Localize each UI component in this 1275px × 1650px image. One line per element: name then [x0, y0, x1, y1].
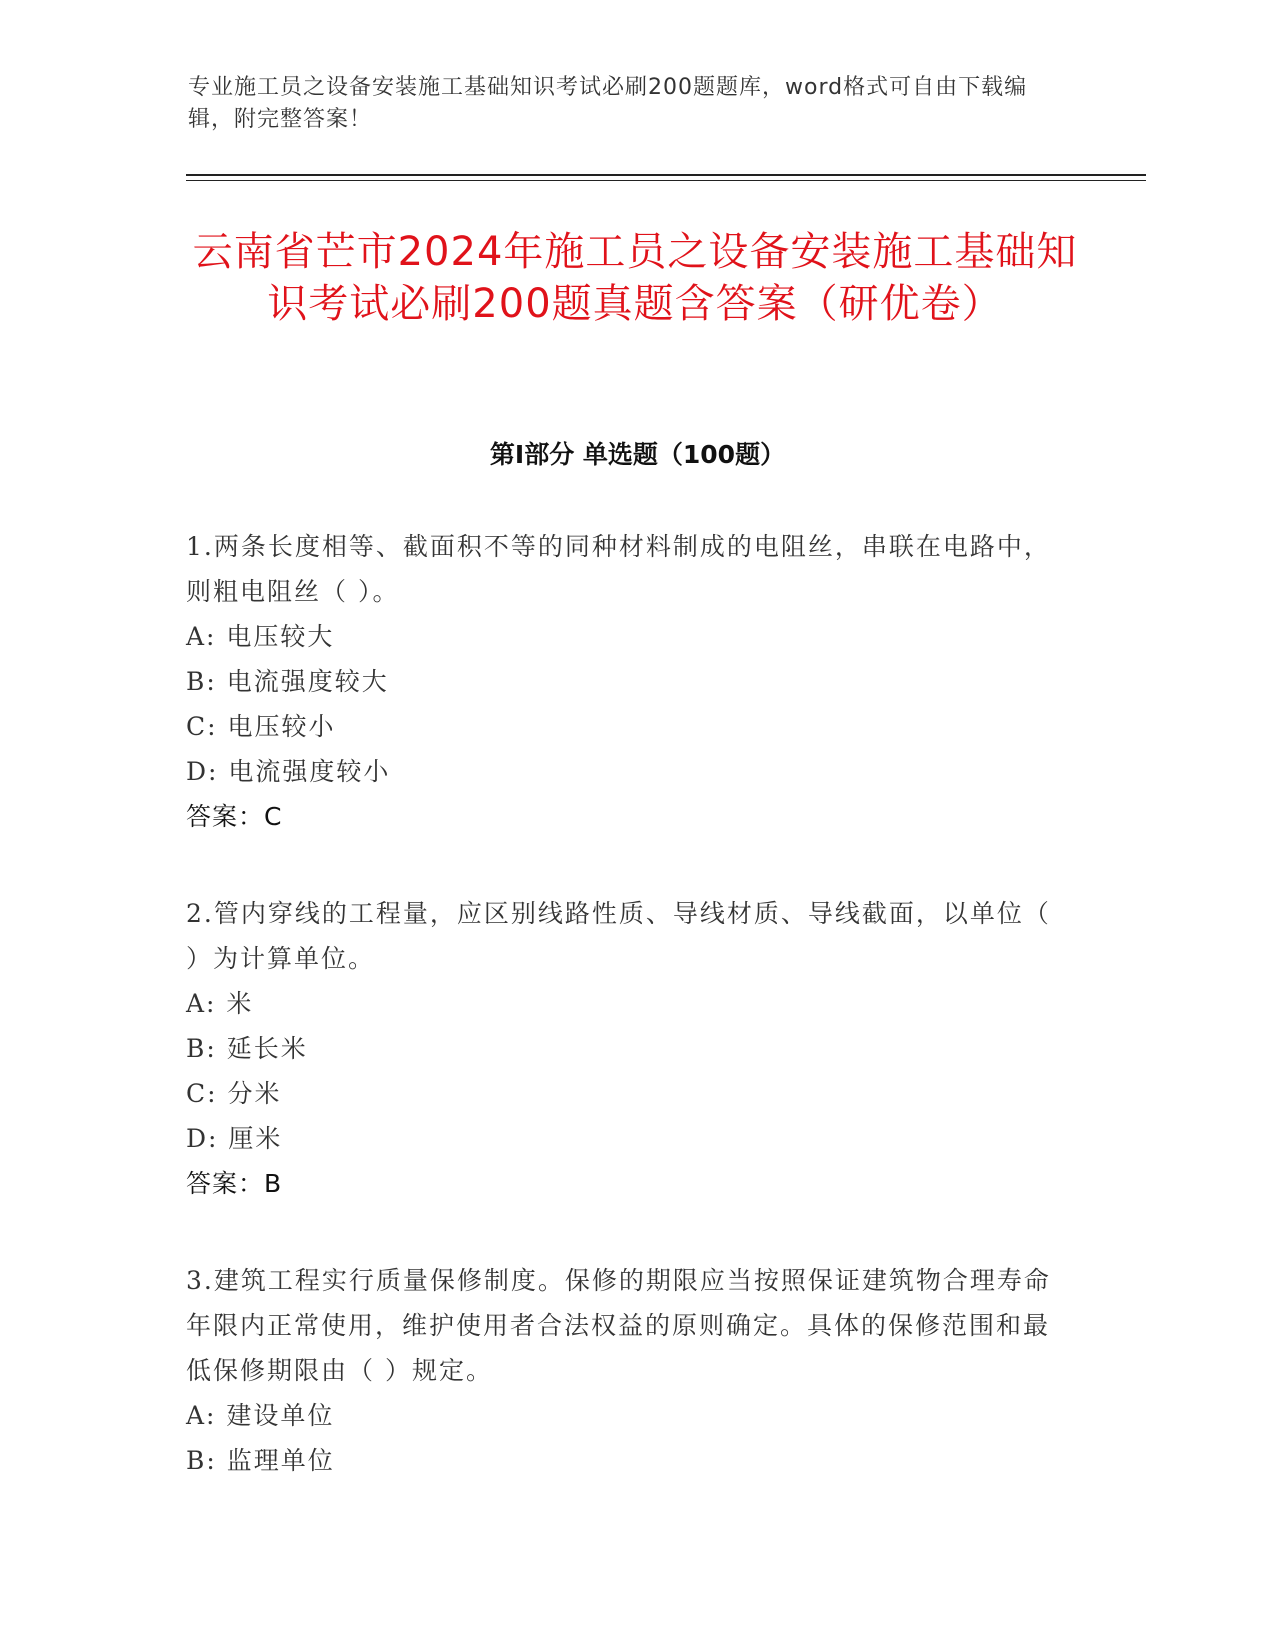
- answer-line: 答案：B: [186, 1169, 283, 1198]
- question-3: [186, 1258, 1066, 1483]
- option-b: B: 电流强度较大: [186, 667, 389, 696]
- option-a: A: 米: [186, 989, 254, 1018]
- option-b: B: 延长米: [186, 1034, 308, 1063]
- option-a: A: 电压较大: [186, 622, 335, 651]
- question-stem: 2.管内穿线的工程量，应区别线路性质、导线材质、导线截面，以单位（ ）为计算单位。: [186, 899, 1051, 973]
- question-stem: 3.建筑工程实行质量保修制度。保修的期限应当按照保证建筑物合理寿命年限内正常使用，维护使用者合法权益的原则确定。具体的保修范围和最低保修期限由（ ）规定。: [186, 1266, 1051, 1385]
- section-title: 第Ⅰ部分 单选题（100题）: [489, 440, 786, 469]
- option-c: C: 电压较小: [186, 712, 336, 741]
- question-1: [186, 524, 1066, 839]
- answer-line: 答案：C: [186, 802, 283, 831]
- option-b: B: 监理单位: [186, 1446, 335, 1475]
- option-c: C: 分米: [186, 1079, 282, 1108]
- option-d: D: 电流强度较小: [186, 757, 391, 786]
- document-title: 云南省芒市2024年施工员之设备安装施工基础知识考试必刷200题真题含答案（研优卷）: [192, 229, 1078, 327]
- question-stem: 1.两条长度相等、截面积不等的同种材料制成的电阻丝，串联在电路中，则粗电阻丝（ ）。: [186, 532, 1051, 606]
- header-divider-thick: [186, 174, 1146, 176]
- header-divider-thin: [186, 180, 1146, 181]
- header-note: 专业施工员之设备安装施工基础知识考试必刷200题题库，word格式可自由下载编辑，附完整答案！: [188, 75, 1028, 132]
- option-a: A: 建设单位: [186, 1401, 335, 1430]
- question-list: [186, 524, 1066, 1535]
- option-d: D: 厘米: [186, 1124, 283, 1153]
- question-2: [186, 891, 1066, 1206]
